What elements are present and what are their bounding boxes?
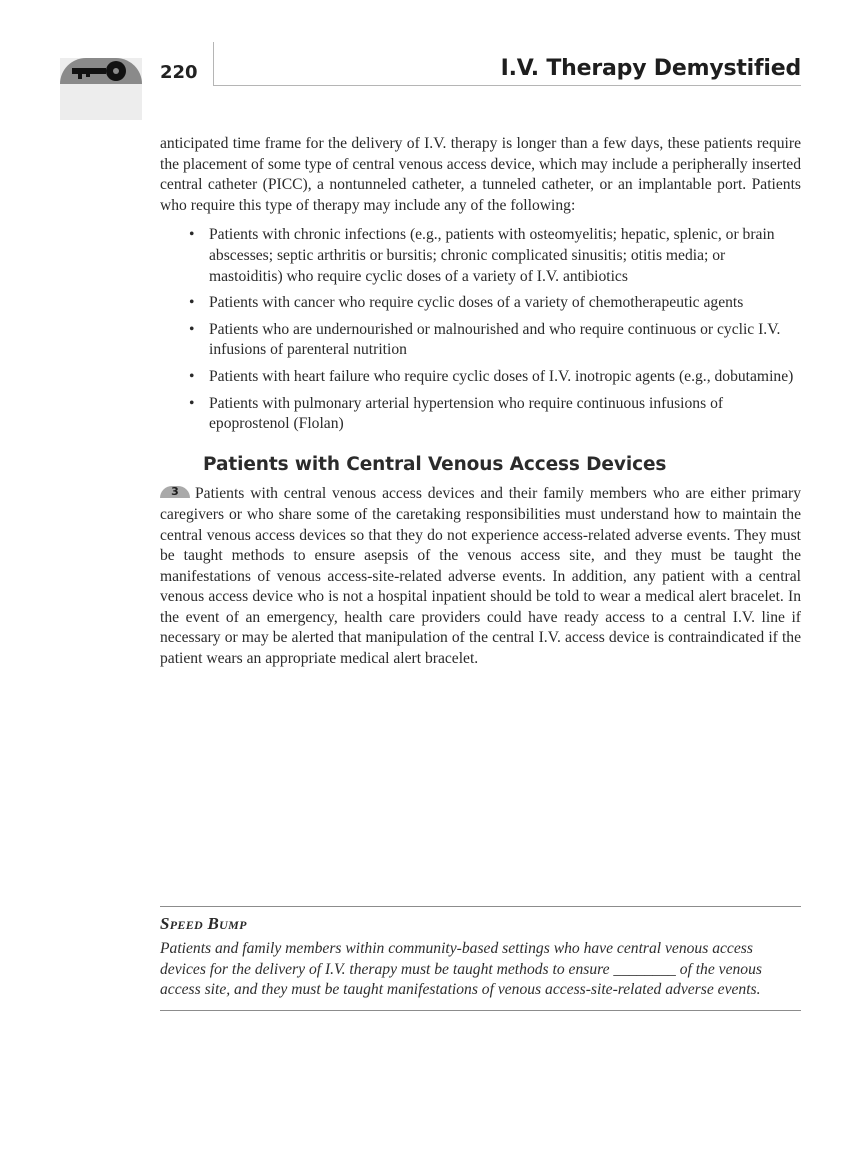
speed-bump-title: Speed Bump: [160, 914, 247, 933]
list-item-text: Patients with heart failure who require cyclic doses of I.V. inotropic agents (e.g., dobutamine): [209, 367, 794, 385]
page-content: [160, 134, 801, 670]
chapter-tab: [60, 58, 142, 120]
objective-marker-number: 3: [171, 485, 179, 499]
list-item-text: Patients who are undernourished or malnourished and who require continuous or cyclic I.V. infusions of parenteral nutrition: [209, 320, 781, 359]
objective-marker: [160, 485, 190, 498]
bullet-icon: •: [189, 394, 195, 412]
intro-paragraph: anticipated time frame for the delivery of I.V. therapy is longer than a few days, these patients require the placement of some type of central venous access device, which may include a peripherally inserted central catheter (PICC), a nontunneled catheter, a tunneled catheter, or an implantable port. Patients who require this type of therapy may include any of the following:: [160, 135, 801, 214]
list-item: [187, 320, 801, 361]
running-header: [0, 40, 861, 120]
key-icon: [68, 60, 134, 82]
section-heading: Patients with Central Venous Access Devices: [203, 453, 667, 475]
list-item-text: Patients with cancer who require cyclic doses of a variety of chemotherapeutic agents: [209, 294, 744, 312]
header-rule: [213, 85, 801, 86]
bullet-icon: •: [189, 294, 195, 312]
list-item: [187, 394, 801, 435]
bullet-icon: •: [189, 320, 195, 338]
page-number: 220: [160, 62, 198, 83]
speed-bump-text: Patients and family members within community-based settings who have central venous access devices for the delivery of I.V. therapy must be taught methods to ensure ________ of the venous access site, and they must be taught manifestations of venous access-site-related adverse events.: [160, 940, 762, 999]
list-item: [187, 293, 801, 314]
section-paragraph-text: Patients with central venous access devices and their family members who are either primary caregivers or who share some of the caretaking responsibilities must understand how to maintain the central venous access devices so that they do not experience access-related adverse events. They must be taught methods to ensure asepsis of the venous access site, and they must be taught the manifestations of venous access-site-related adverse events. In addition, any patient with a central venous access device who is not a hospital inpatient should be told to wear a medical alert bracelet. In the event of an emergency, health care providers could have ready access to a central I.V. line if necessary or may be alerted that manipulation of the central I.V. access device is contraindicated if the patient wears an appropriate medical alert bracelet.: [160, 485, 801, 668]
bullet-icon: •: [189, 226, 195, 244]
list-item: [187, 225, 801, 287]
speed-bump-box: [160, 906, 801, 1011]
bullet-icon: •: [189, 367, 195, 385]
section-paragraph: [160, 484, 801, 669]
list-item-text: Patients with chronic infections (e.g., patients with osteomyelitis; hepatic, splenic, or brain abscesses; septic arthritis or bursitis; chronic complicated sinusitis; otitis media; or mastoiditis) who require cyclic doses of a variety of I.V. antibiotics: [209, 226, 775, 285]
patient-list: [187, 225, 801, 434]
list-item-text: Patients with pulmonary arterial hypertension who require continuous infusions of epoprostenol (Flolan): [209, 394, 724, 433]
list-item: [187, 367, 801, 388]
header-vertical-divider: [213, 42, 214, 86]
running-title: I.V. Therapy Demystified: [500, 56, 801, 81]
